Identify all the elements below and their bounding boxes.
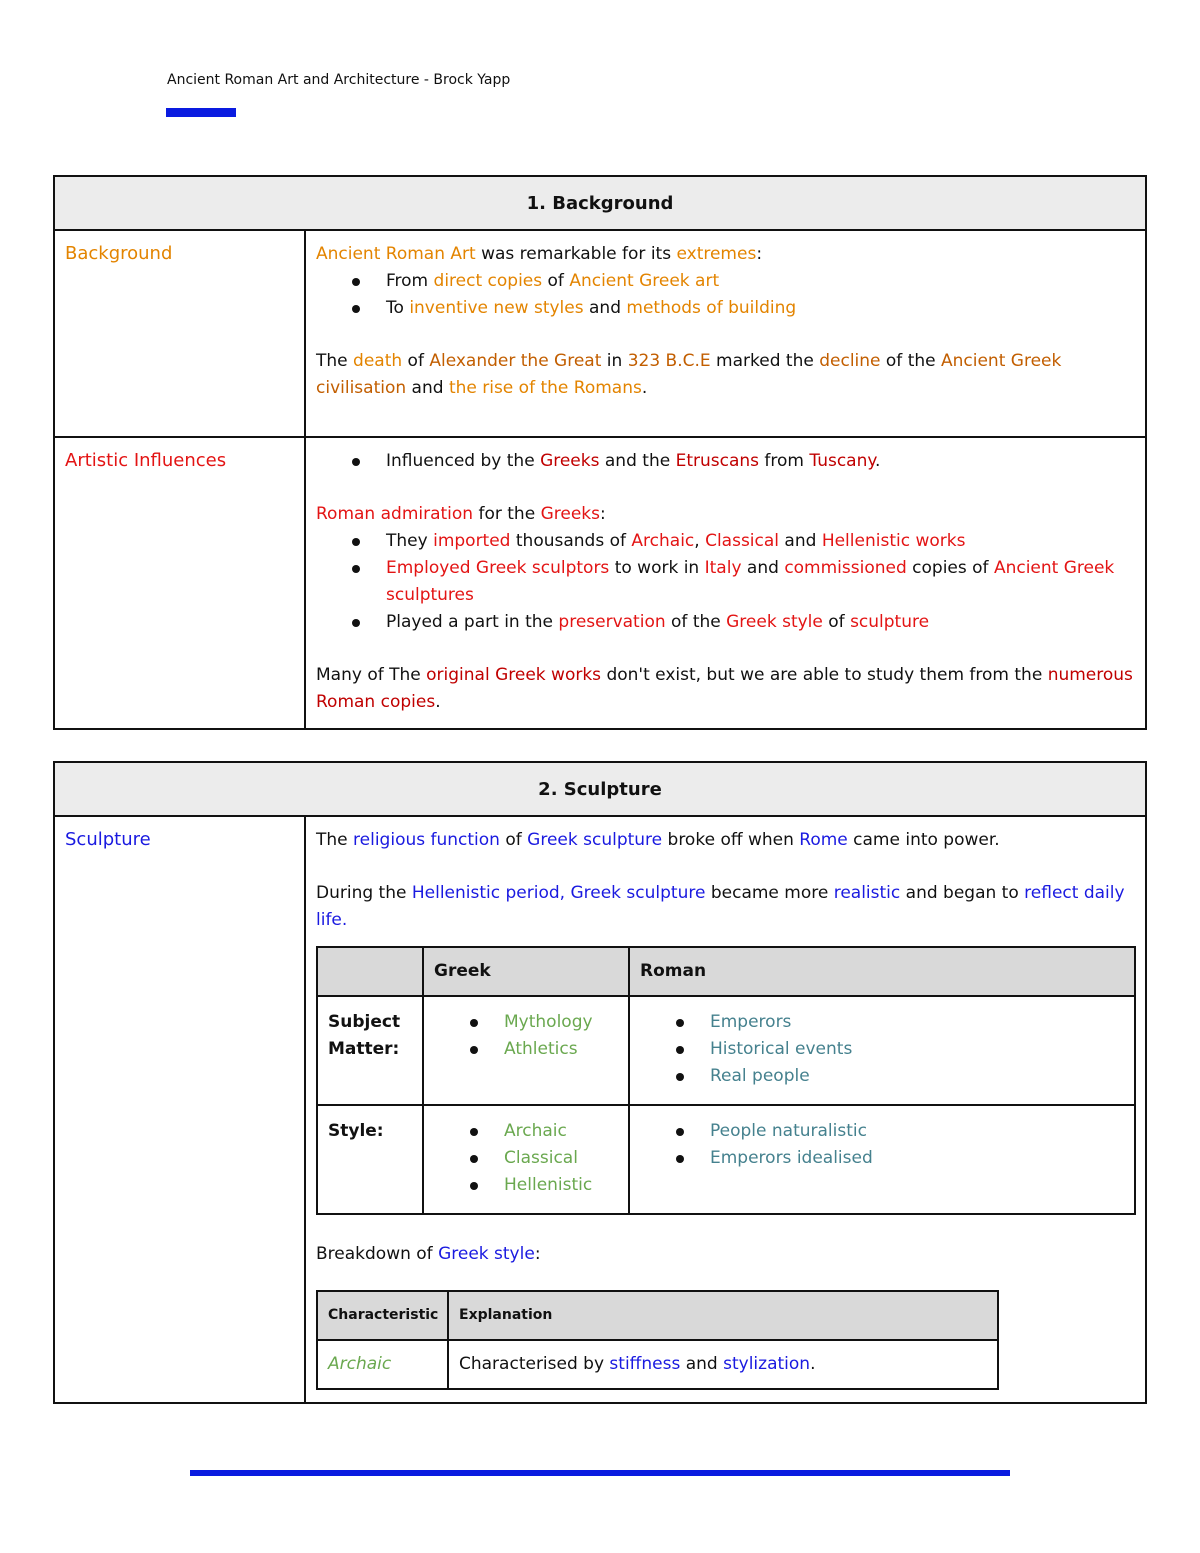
background-intro: Ancient Roman Art was remarkable for its extremes: xyxy=(316,244,763,264)
list-item: Emperors idealised xyxy=(710,1145,1124,1172)
breakdown-header-characteristic: Characteristic xyxy=(317,1291,448,1340)
breakdown-header-explanation: Explanation xyxy=(448,1291,998,1340)
list-item: Archaic xyxy=(504,1118,618,1145)
breakdown-characteristic-archaic: Archaic xyxy=(317,1340,448,1389)
comparison-header-greek: Greek xyxy=(423,947,629,996)
list-item: Hellenistic xyxy=(504,1172,618,1199)
sculpture-paragraph-1: The religious function of Greek sculpture broke off when Rome came into power. xyxy=(316,830,1000,850)
list-item: Played a part in the preservation of the Greek style of sculpture xyxy=(386,609,1135,636)
row-label-artistic-influences: Artistic Influences xyxy=(54,437,305,729)
header-accent-bar xyxy=(166,108,236,117)
sculpture-paragraph-2: During the Hellenistic period, Greek sculpture became more realistic and began to reflect daily life. xyxy=(316,883,1125,930)
influences-paragraph: Many of The original Greek works don't exist, but we are able to study them from the numerous Roman copies. xyxy=(316,665,1133,712)
background-content xyxy=(305,230,1146,437)
list-item: From direct copies of Ancient Greek art xyxy=(386,268,1135,295)
list-item: Employed Greek sculptors to work in Italy and commissioned copies of Ancient Greek sculptures xyxy=(386,555,1135,609)
admiration-bullets xyxy=(316,528,1135,636)
breakdown-explanation: Characterised by stiffness and stylization. xyxy=(448,1340,998,1389)
list-item: Mythology xyxy=(504,1009,618,1036)
section-1-title: 1. Background xyxy=(54,176,1146,230)
greek-subject-cell xyxy=(423,996,629,1105)
footer-accent-rule xyxy=(190,1470,1010,1476)
comparison-header-roman: Roman xyxy=(629,947,1135,996)
artistic-influences-content xyxy=(305,437,1146,729)
comparison-row-label-style: Style: xyxy=(317,1105,423,1214)
greek-roman-comparison-table xyxy=(316,946,1136,1215)
influences-first-bullet xyxy=(316,448,1135,475)
list-item: Real people xyxy=(710,1063,1124,1090)
comparison-row-label-subject: Subject Matter: xyxy=(317,996,423,1105)
list-item: They imported thousands of Archaic, Classical and Hellenistic works xyxy=(386,528,1135,555)
list-item: Emperors xyxy=(710,1009,1124,1036)
greek-style-cell xyxy=(423,1105,629,1214)
roman-subject-cell xyxy=(629,996,1135,1105)
section-2-title: 2. Sculpture xyxy=(54,762,1146,816)
background-paragraph: The death of Alexander the Great in 323 B.C.E marked the decline of the Ancient Greek civilisation and the rise of the Romans. xyxy=(316,351,1062,398)
admiration-heading: Roman admiration for the Greeks: xyxy=(316,504,606,524)
section-background-table xyxy=(53,175,1147,730)
greek-style-breakdown-table xyxy=(316,1290,999,1390)
list-item: Athletics xyxy=(504,1036,618,1063)
list-item: Historical events xyxy=(710,1036,1124,1063)
list-item: To inventive new styles and methods of building xyxy=(386,295,1135,322)
list-item: Influenced by the Greeks and the Etruscans from Tuscany. xyxy=(386,448,1135,475)
breakdown-intro: Breakdown of Greek style: xyxy=(316,1244,541,1264)
document-header-title: Ancient Roman Art and Architecture - Brock Yapp xyxy=(167,72,511,88)
roman-style-cell xyxy=(629,1105,1135,1214)
section-sculpture-table xyxy=(53,761,1147,1404)
background-bullets xyxy=(316,268,1135,322)
list-item: People naturalistic xyxy=(710,1118,1124,1145)
row-label-sculpture: Sculpture xyxy=(54,816,305,1403)
sculpture-content xyxy=(305,816,1146,1403)
comparison-header-blank xyxy=(317,947,423,996)
list-item: Classical xyxy=(504,1145,618,1172)
row-label-background: Background xyxy=(54,230,305,437)
